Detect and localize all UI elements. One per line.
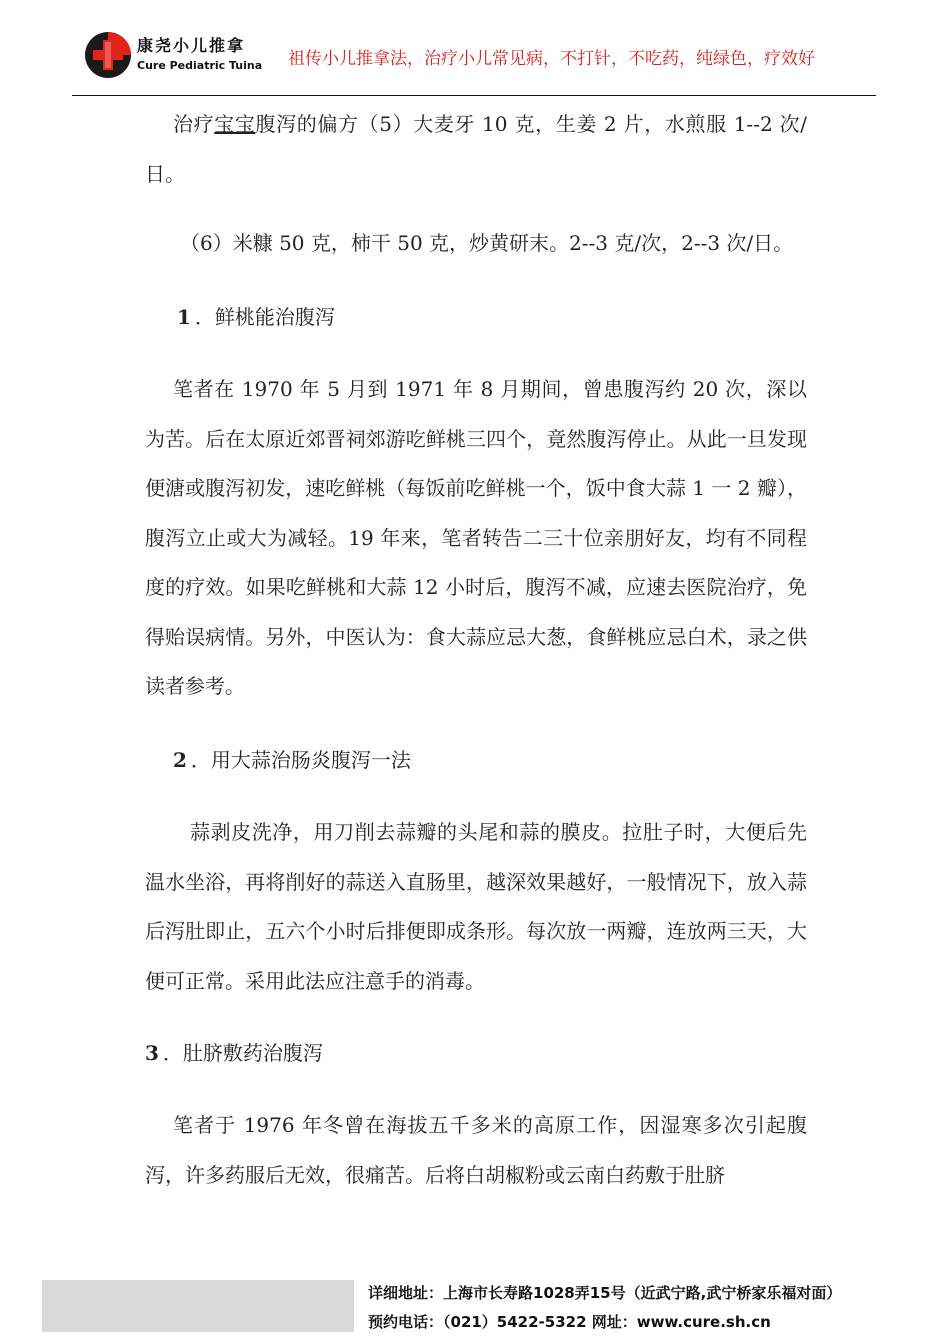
section-3-title: ．肚脐敷药治腹泻	[162, 1041, 323, 1065]
section-1-number: 1	[177, 305, 191, 329]
red-cross-logo-icon	[82, 30, 134, 80]
intro-prefix: 治疗	[173, 112, 215, 136]
header-divider	[72, 95, 876, 96]
section-3-heading	[145, 1038, 323, 1068]
baobao-link[interactable]: 宝宝	[214, 112, 256, 136]
section-2-heading	[173, 745, 411, 775]
section-3-number: 3	[145, 1041, 159, 1065]
section-1-paragraph: 笔者在 1970 年 5 月到 1971 年 8 月期间，曾患腹泻约 20 次，深以为苦。后在太原近郊晋祠郊游吃鲜桃三四个，竟然腹泻停止。从此一旦发现便溏或腹泻初发，速吃鲜桃（每饭前吃鲜桃一个，饭中食大蒜 1 一 2 瓣），腹泻立止或大为减轻。19 年来，笔者转告二三十位亲朋好友，均有不同程度的疗效。如果吃鲜桃和大蒜 12 小时后，腹泻不减，应速去医院治疗，免得贻误病情。另外，中医认为：食大蒜应忌大葱，食鲜桃应忌白术，录之供读者参考。	[145, 377, 807, 698]
page-header	[0, 0, 950, 100]
section-1-title: ．鲜桃能治腹泻	[194, 305, 335, 329]
section-2-paragraph: 蒜剥皮洗净，用刀削去蒜瓣的头尾和蒜的膜皮。拉肚子时，大便后先温水坐浴，再将削好的蒜送入直肠里，越深效果越好，一般情况下，放入蒜后泻肚即止，五六个小时后排便即成条形。每次放一两瓣，连放两三天，大便可正常。采用此法应注意手的消毒。	[145, 820, 807, 993]
section-3-paragraph: 笔者于 1976 年冬曾在海拔五千多米的高原工作，因湿寒多次引起腹泻，许多药服后无效，很痛苦。后将白胡椒粉或云南白药敷于肚脐	[145, 1113, 807, 1187]
section-2-number: 2	[173, 748, 187, 772]
section-2-title: ．用大蒜治肠炎腹泻一法	[190, 748, 411, 772]
header-slogan: 祖传小儿推拿法，治疗小儿常见病，不打针，不吃药，纯绿色，疗效好	[288, 49, 815, 69]
remedy-6-paragraph: （6）米糠 50 克，柿干 50 克，炒黄研末。2--3 克/次，2--3 次/日。	[180, 231, 794, 255]
intro-paragraph	[145, 100, 807, 199]
section-1-heading	[177, 302, 335, 332]
page-footer	[0, 1278, 950, 1344]
footer-gray-bar	[42, 1280, 354, 1332]
logo-english-name: Cure Pediatric Tuina	[137, 59, 263, 72]
footer-contact: 预约电话：（021）5422-5322 网址：www.cure.sh.cn	[368, 1313, 771, 1331]
intro-rest: 腹泻的偏方（5）大麦牙 10 克，生姜 2 片，水煎服 1--2 次/日。	[145, 112, 808, 186]
logo-chinese-name: 康尧小儿推拿	[137, 36, 246, 55]
footer-address: 详细地址：上海市长寿路1028弄15号（近武宁路,武宁桥家乐福对面）	[368, 1284, 842, 1302]
